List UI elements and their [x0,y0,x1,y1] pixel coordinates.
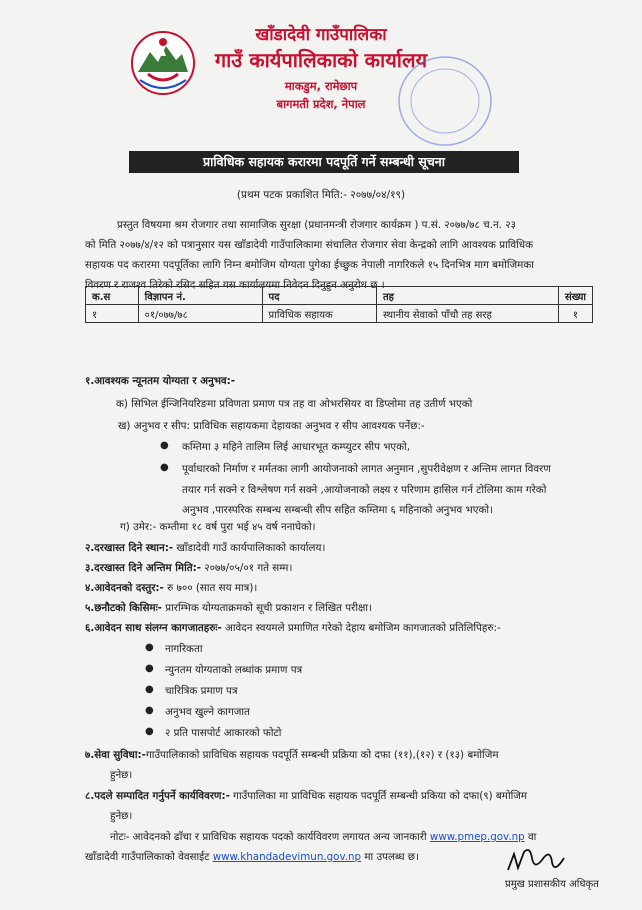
table-header: विज्ञापन नं. [138,287,262,305]
section-3-value: २०७७/०५/०१ गते सम्म। [201,562,293,574]
section-5-value: प्रारम्भिक योग्यताक्रमको सूची प्रकाशन र लिखित परीक्षा। [161,602,372,614]
intro-line: प्रस्तुत विषयमा श्रम रोजगार तथा सामाजिक सुरक्षा (प्रधानमन्त्री रोजगार कार्यक्रम ) प.सं. २०७७/७८ च.न. २३ [117,219,516,231]
section-1-bullet-2-cont: तयार गर्न सक्ने र विश्लेषण गर्न सक्ने ,आयोजनाको लक्ष्य र परिणाम हासिल गर्न टोलिमा काम गरेको [182,484,547,496]
note-text: मा उपलब्ध छ। [361,851,419,863]
section-6-value: आवेदन स्वयमले प्रमाणित गरेको देहाय बमोजिम कागजातको प्रतिलिपिहरु:- [221,622,501,634]
table-cell: ०१/०७७/७८ [138,305,262,323]
section-4-label: ४.आवेदनको दस्तुर:- [85,582,164,594]
bullet-icon: ● [145,726,154,737]
note-text: वा [524,831,537,843]
office-address: माकडुम, रामेछाप [284,79,358,93]
office-province: बागमती प्रदेश, नेपाल [276,97,366,111]
intro-line: सहायक पद करारमा पदपूर्तिका लागि निम्न बमोजिम योग्यता पुगेका ईच्छुक नेपाली नागरिकले १५ दिनभित्र माग बमोजिमका [85,259,534,271]
office-subtitle: गाउँ कार्यपालिकाको कार्यालय [214,48,428,72]
section-4 [85,581,257,595]
section-8-label: ८.पदले सम्पादित गर्नुपर्ने कार्यविवरण:- [85,790,230,802]
section-1-bullet-2: पूर्वाधारको निर्माण र मर्मतका लागी आयोजनाको लागत अनुमान ,सुपरीवेक्षण र अन्तिम लागत विवरण [182,463,551,475]
notice-title: प्राविधिक सहायक करारमा पदपूर्ति गर्ने सम्बन्धी सूचना [129,151,519,173]
table-cell: १ [86,305,139,323]
office-name: खाँडादेवी गाउँपालिका [255,25,387,45]
section-6-label: ६.आवेदन साथ संलग्न कागजातहरुः- [85,622,222,634]
publish-date: (प्रथम पटक प्रकाशित मिति:- २०७७/०४/१९) [236,189,406,201]
table-header: संख्या [559,287,593,305]
document-item: २ प्रति पासपोर्ट आकारको फोटो [165,727,282,739]
section-7 [85,748,499,762]
bullet-icon: ● [145,642,154,653]
table-cell: प्राविधिक सहायक [262,305,376,323]
section-3-label: ३.दरखास्त दिने अन्तिम मिति:- [85,562,201,574]
section-5 [85,601,372,615]
section-8 [85,789,527,803]
bullet-icon: ● [145,705,154,716]
bullet-icon: ● [145,663,154,674]
section-8-value: गाउँपालिका मा प्राविधिक सहायक पदपूर्ति सम्बन्धी प्रकिया को दफा(९) बमोजिम [229,790,528,802]
intro-line: विवरण र राजश्व तिरेको रसिद सहित यस कार्यालयमा निवेदन दिनुहुन अनुरोध छ । [85,279,385,291]
document-item: अनुभव खुल्ने कागजात [165,706,250,718]
section-2-value: खाँडादेवी गाउँ कार्यपालिकाको कार्यालय। [173,542,326,554]
section-1-bullet-1: कम्तिमा ३ महिने तालिम लिई आधारभूत कम्प्युटर सीप भएको, [182,441,410,453]
section-1-ga: ग) उमेर:- कम्तीमा १८ वर्ष पुरा भई ४५ वर्ष ननाघेको। [120,521,316,533]
section-6 [85,621,501,635]
section-1-kha: ख) अनुभव र सीप: प्राविधिक सहायकमा देहायका अनुभव र सीप आवश्यक पर्नेछ:- [118,420,425,432]
section-2-label: २.दरखास्त दिने स्थान:- [85,542,174,554]
vacancy-table [85,286,593,323]
table-row [86,305,593,323]
document-item: चारित्रिक प्रमाण पत्र [165,685,238,697]
section-3 [85,561,292,575]
section-8-cont: हुनेछ। [110,810,133,822]
section-7-label: ७.सेवा सुविधा:- [85,749,146,761]
section-7-value: गाउँपालिकाको प्राविधिक सहायक पदपूर्ति सम्बन्धी प्रक्रिया को दफा (११),(१२) र (१३) बमोजिम [145,749,499,761]
table-header: पद [262,287,376,305]
section-1-title: १.आवश्यक न्यूनतम योग्यता र अनुभव:- [85,375,236,387]
table-header: तह [376,287,558,305]
website-link[interactable]: www.khandadevimun.gov.np [212,851,362,863]
document-item: नागरिकता [165,643,203,655]
bullet-icon: ● [160,440,169,451]
note-line-2 [85,850,419,864]
section-1-bullet-2-cont: अनुभव ,पारस्परिक सम्बन्ध सम्बन्धी सीप सहित कम्तिमा ६ महिनाको अनुभव भएको। [182,504,493,516]
bullet-icon: ● [145,684,154,695]
section-7-cont: हुनेछ। [110,769,133,781]
note-text: खाँडादेवी गाउँपालिकाको वेवसाईट [85,851,213,863]
document-item: न्युनतम योग्यताको लब्धांक प्रमाण पत्र [165,664,303,676]
signature-mark [500,840,570,880]
section-1-ka: क) सिभिल ईन्जिनियरिङमा प्रविणता प्रमाण पत्र तह वा ओभरसियर वा डिप्लोमा तह उतीर्ण भएको [116,398,473,410]
intro-paragraph [85,215,593,295]
signatory-title: प्रमुख प्रशासकीय अधिकृत [505,879,599,890]
office-seal-stamp [395,52,495,150]
section-4-value: रु ७०० (सात सय मात्र)। [163,582,258,594]
section-2 [85,541,325,555]
table-header: क.स [86,287,139,305]
note-line-1 [110,830,536,844]
table-header-row [86,287,593,305]
bullet-icon: ● [160,462,169,473]
table-cell: स्थानीय सेवाको पाँचौ तह सरह [376,305,558,323]
table-cell: १ [559,305,593,323]
note-text: नोटः- आवेदनको ढाँचा र प्राविधिक सहायक पदको कार्यविवरण लगायत अन्य जानकारी [110,831,430,843]
pmep-link[interactable]: www.pmep.gov.np [429,831,525,843]
section-5-label: ५.छनौटको किसिमः- [85,602,162,614]
intro-line: को मिति २०७७/४/१२ को पत्रानुसार यस खाँडादेवी गाउँपालिकामा संचालित रोजगार सेवा केन्द्रको लागि आवश्यक प्राविधिक [85,239,534,251]
